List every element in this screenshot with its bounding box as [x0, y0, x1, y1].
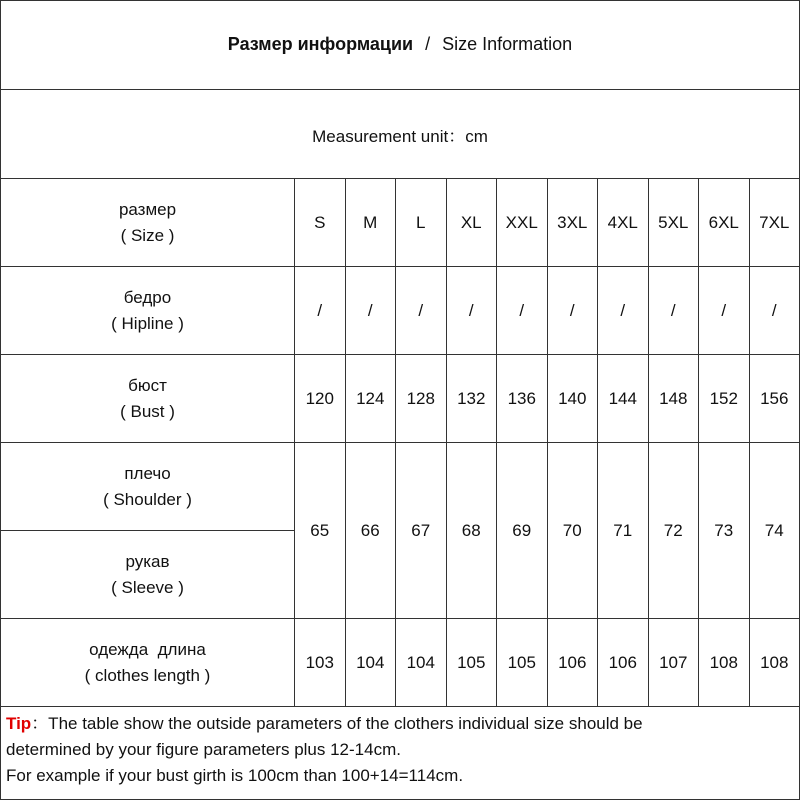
- size-cell: XL: [446, 179, 497, 267]
- shoulder-sleeve-cell: 67: [396, 443, 447, 619]
- bust-cell: 132: [446, 355, 497, 443]
- hipline-cell: /: [497, 267, 548, 355]
- shoulder-row: [1, 443, 800, 531]
- shoulder-sleeve-cell: 72: [648, 443, 699, 619]
- tip-line-3: For example if your bust girth is 100cm than 100+14=114cm.: [6, 766, 464, 785]
- length-cell: 108: [749, 619, 800, 707]
- size-cell: L: [396, 179, 447, 267]
- title-english: Size Information: [442, 34, 573, 54]
- size-cell: 7XL: [749, 179, 800, 267]
- shoulder-sleeve-cell: 68: [446, 443, 497, 619]
- label-russian: плечо: [124, 463, 171, 483]
- label-english: ( Hipline ): [111, 313, 184, 333]
- length-cell: 105: [446, 619, 497, 707]
- bust-cell: 140: [547, 355, 598, 443]
- row-label: [1, 443, 295, 531]
- hipline-cell: /: [446, 267, 497, 355]
- length-cell: 107: [648, 619, 699, 707]
- row-label: [1, 619, 295, 707]
- shoulder-sleeve-cell: 65: [295, 443, 346, 619]
- bust-cell: 124: [345, 355, 396, 443]
- bust-cell: 148: [648, 355, 699, 443]
- bust-cell: 156: [749, 355, 800, 443]
- bust-cell: 120: [295, 355, 346, 443]
- length-cell: 105: [497, 619, 548, 707]
- hipline-cell: /: [749, 267, 800, 355]
- tip-line-1: [6, 711, 796, 737]
- shoulder-sleeve-cell: 66: [345, 443, 396, 619]
- tip-line-2: determined by your figure parameters plus 12-14cm.: [6, 740, 401, 759]
- hipline-cell: /: [598, 267, 649, 355]
- row-label: [1, 179, 295, 267]
- shoulder-sleeve-cell: 74: [749, 443, 800, 619]
- size-table: [0, 178, 800, 707]
- shoulder-sleeve-cell: 71: [598, 443, 649, 619]
- label-russian: размер: [118, 199, 177, 219]
- size-cell: XXL: [497, 179, 548, 267]
- length-cell: 106: [547, 619, 598, 707]
- length-cell: 104: [396, 619, 447, 707]
- length-cell: 104: [345, 619, 396, 707]
- hipline-cell: /: [648, 267, 699, 355]
- shoulder-sleeve-cell: 70: [547, 443, 598, 619]
- clothes-length-row: [1, 619, 800, 707]
- label-russian: бедро: [123, 287, 172, 307]
- label-english: ( Shoulder ): [103, 489, 192, 509]
- label-english: ( Sleeve ): [111, 577, 184, 597]
- length-cell: 106: [598, 619, 649, 707]
- measurement-unit: Measurement unit：cm: [0, 90, 800, 179]
- size-cell: S: [295, 179, 346, 267]
- size-cell: 5XL: [648, 179, 699, 267]
- size-row: [1, 179, 800, 267]
- row-label: [1, 267, 295, 355]
- hipline-cell: /: [295, 267, 346, 355]
- bust-cell: 144: [598, 355, 649, 443]
- shoulder-sleeve-cell: 73: [699, 443, 750, 619]
- label-russian: рукав: [125, 551, 170, 571]
- bust-cell: 136: [497, 355, 548, 443]
- label-russian: бюст: [128, 375, 167, 395]
- size-cell: M: [345, 179, 396, 267]
- bust-row: [1, 355, 800, 443]
- tip-label: Tip: [6, 714, 32, 733]
- label-english: ( clothes length ): [84, 665, 211, 685]
- length-cell: 103: [295, 619, 346, 707]
- shoulder-sleeve-cell: 69: [497, 443, 548, 619]
- page-title: [0, 0, 800, 90]
- label-russian: одежда длина: [89, 639, 206, 659]
- label-english: ( Bust ): [120, 401, 175, 421]
- tip-note: [6, 711, 796, 789]
- hipline-cell: /: [547, 267, 598, 355]
- hipline-row: [1, 267, 800, 355]
- hipline-cell: /: [699, 267, 750, 355]
- label-english: ( Size ): [120, 225, 175, 245]
- row-label: [1, 531, 295, 619]
- hipline-cell: /: [345, 267, 396, 355]
- bust-cell: 128: [396, 355, 447, 443]
- length-cell: 108: [699, 619, 750, 707]
- hipline-cell: /: [396, 267, 447, 355]
- title-separator: /: [425, 34, 431, 54]
- title-russian: Размер информации: [227, 34, 414, 54]
- size-cell: 6XL: [699, 179, 750, 267]
- bust-cell: 152: [699, 355, 750, 443]
- tip-text-1: ：The table show the outside parameters of the clothers individual size should be: [31, 714, 643, 733]
- size-cell: 4XL: [598, 179, 649, 267]
- row-label: [1, 355, 295, 443]
- size-cell: 3XL: [547, 179, 598, 267]
